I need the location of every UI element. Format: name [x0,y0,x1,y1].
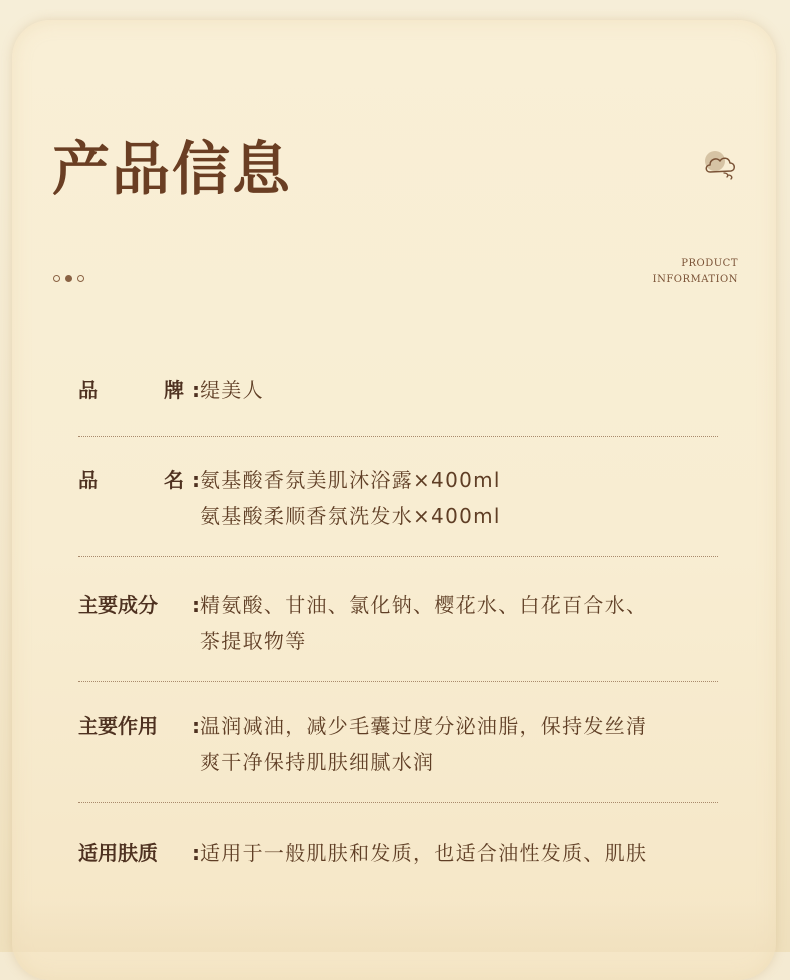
brand-row [78,372,718,408]
skin-type-row [78,835,718,871]
bottom-fade [12,900,776,952]
divider [78,802,718,803]
product-info-table [78,360,718,871]
cloud-icon [702,148,740,184]
dot-icon [77,275,84,282]
skin-type-label: 适用肤质 : [78,841,200,865]
dot-filled-icon [65,275,72,282]
product-name-row [78,462,718,534]
effects-value: 温润减油，减少毛囊过度分泌油脂，保持发丝清 爽干净保持肌肤细腻水润 [200,714,648,774]
divider [78,556,718,557]
effects-row [78,708,718,780]
divider [78,436,718,437]
ingredients-label: 主要成分 : [78,593,200,617]
skin-type-value: 适用于一般肌肤和发质，也适合油性发质、肌肤 [200,841,648,865]
english-subtitle [653,256,738,288]
brand-value: 缇美人 [200,378,264,402]
subtitle-line-product: PRODUCT [681,258,738,269]
divider [78,681,718,682]
ingredients-value: 精氨酸、甘油、氯化钠、樱花水、白花百合水、 茶提取物等 [200,593,648,653]
brand-label: 品 牌 : [78,378,200,402]
decorative-dots [53,275,84,282]
ingredients-row [78,587,718,659]
subtitle-line-information: INFORMATION [652,274,738,285]
dot-icon [53,275,60,282]
effects-label: 主要作用 : [78,714,200,738]
product-name-value: 氨基酸香氛美肌沐浴露×400ml 氨基酸柔顺香氛洗发水×400ml [200,468,501,528]
product-name-label: 品 名 : [78,468,200,492]
page-title: 产品信息 [52,135,293,203]
